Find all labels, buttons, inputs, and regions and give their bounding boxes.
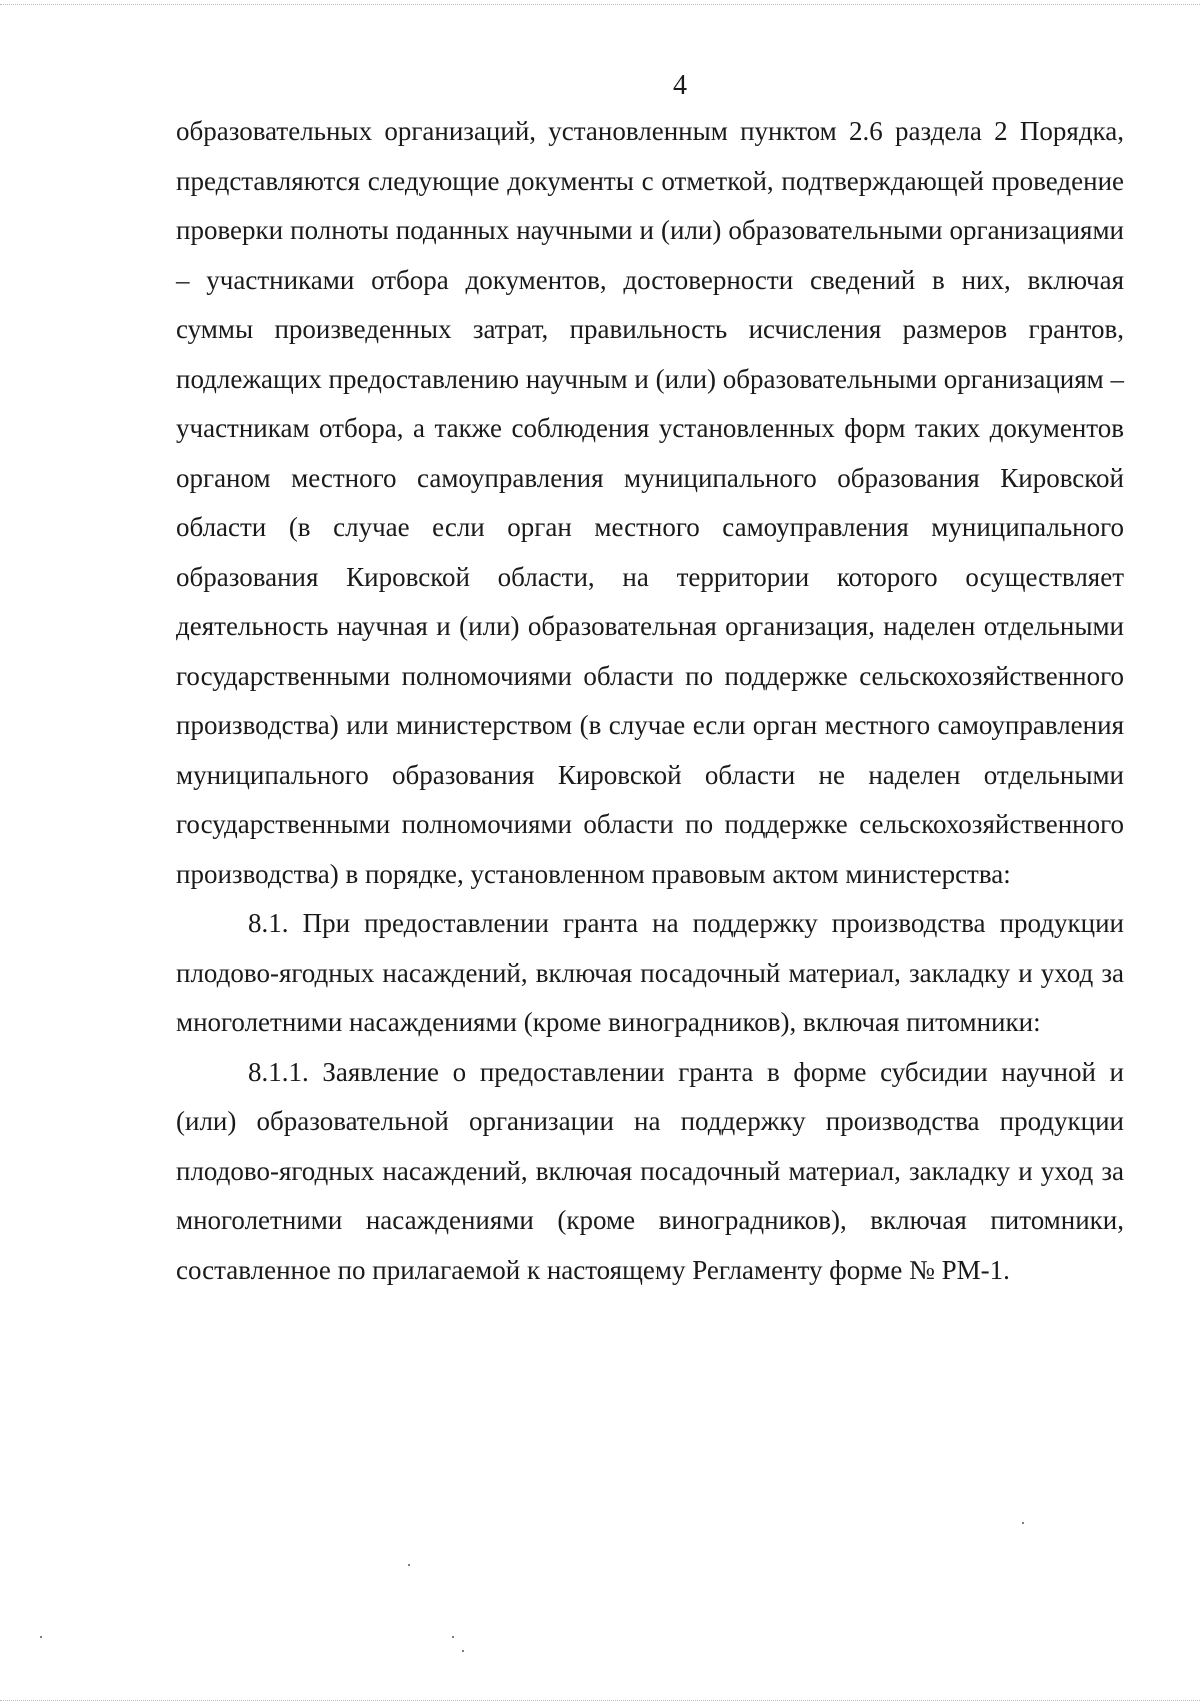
document-body [176, 107, 1124, 1295]
paragraph-8-1-1: 8.1.1. Заявление о предоставлении гранта в форме субсидии научной и (или) образовательной организации на поддержку производства продукции плодово-ягодных насаждений, включая посадочный материал, закладку и уход за многолетними насаждениями (кроме виноградников), включая питомники, составленное по прилагаемой к настоящему Регламенту форме № РМ-1. [176, 1056, 1124, 1285]
scan-edge-top [0, 4, 1200, 8]
scan-speck [408, 1564, 410, 1566]
page-number: 4 [673, 70, 687, 101]
scan-speck [452, 1636, 454, 1638]
paragraph-8-1: 8.1. При предоставлении гранта на поддержку производства продукции плодово-ягодных насаждений, включая посадочный материал, закладку и уход за многолетними насаждениями (кроме виноградников), включая питомники: [176, 908, 1124, 1037]
scan-speck [40, 1636, 42, 1638]
scan-speck [462, 1650, 464, 1652]
scan-speck [1022, 1522, 1024, 1524]
scan-edge-bottom [0, 1700, 1200, 1704]
paragraph-intro: образовательных организаций, установленным пунктом 2.6 раздела 2 Порядка, представляются следующие документы с отметкой, подтверждающей проведение проверки полноты поданных научными и (или) образовательными организациями – участниками отбора документов, достоверности сведений в них, включая суммы произведенных затрат, правильность исчисления размеров грантов, подлежащих предоставлению научным и (или) образовательными организациям – участникам отбора, а также соблюдения установленных форм таких документов органом местного самоуправления муниципального образования Кировской области (в случае если орган местного самоуправления муниципального образования Кировской области, на территории которого осуществляет деятельность научная и (или) образовательная организация, наделен отдельными государственными полномочиями области по поддержке сельскохозяйственного производства) или министерством (в случае если орган местного самоуправления муниципального образования Кировской области не наделен отдельными государственными полномочиями области по поддержке сельскохозяйственного производства) в порядке, установленном правовым актом министерства: [176, 116, 1124, 889]
